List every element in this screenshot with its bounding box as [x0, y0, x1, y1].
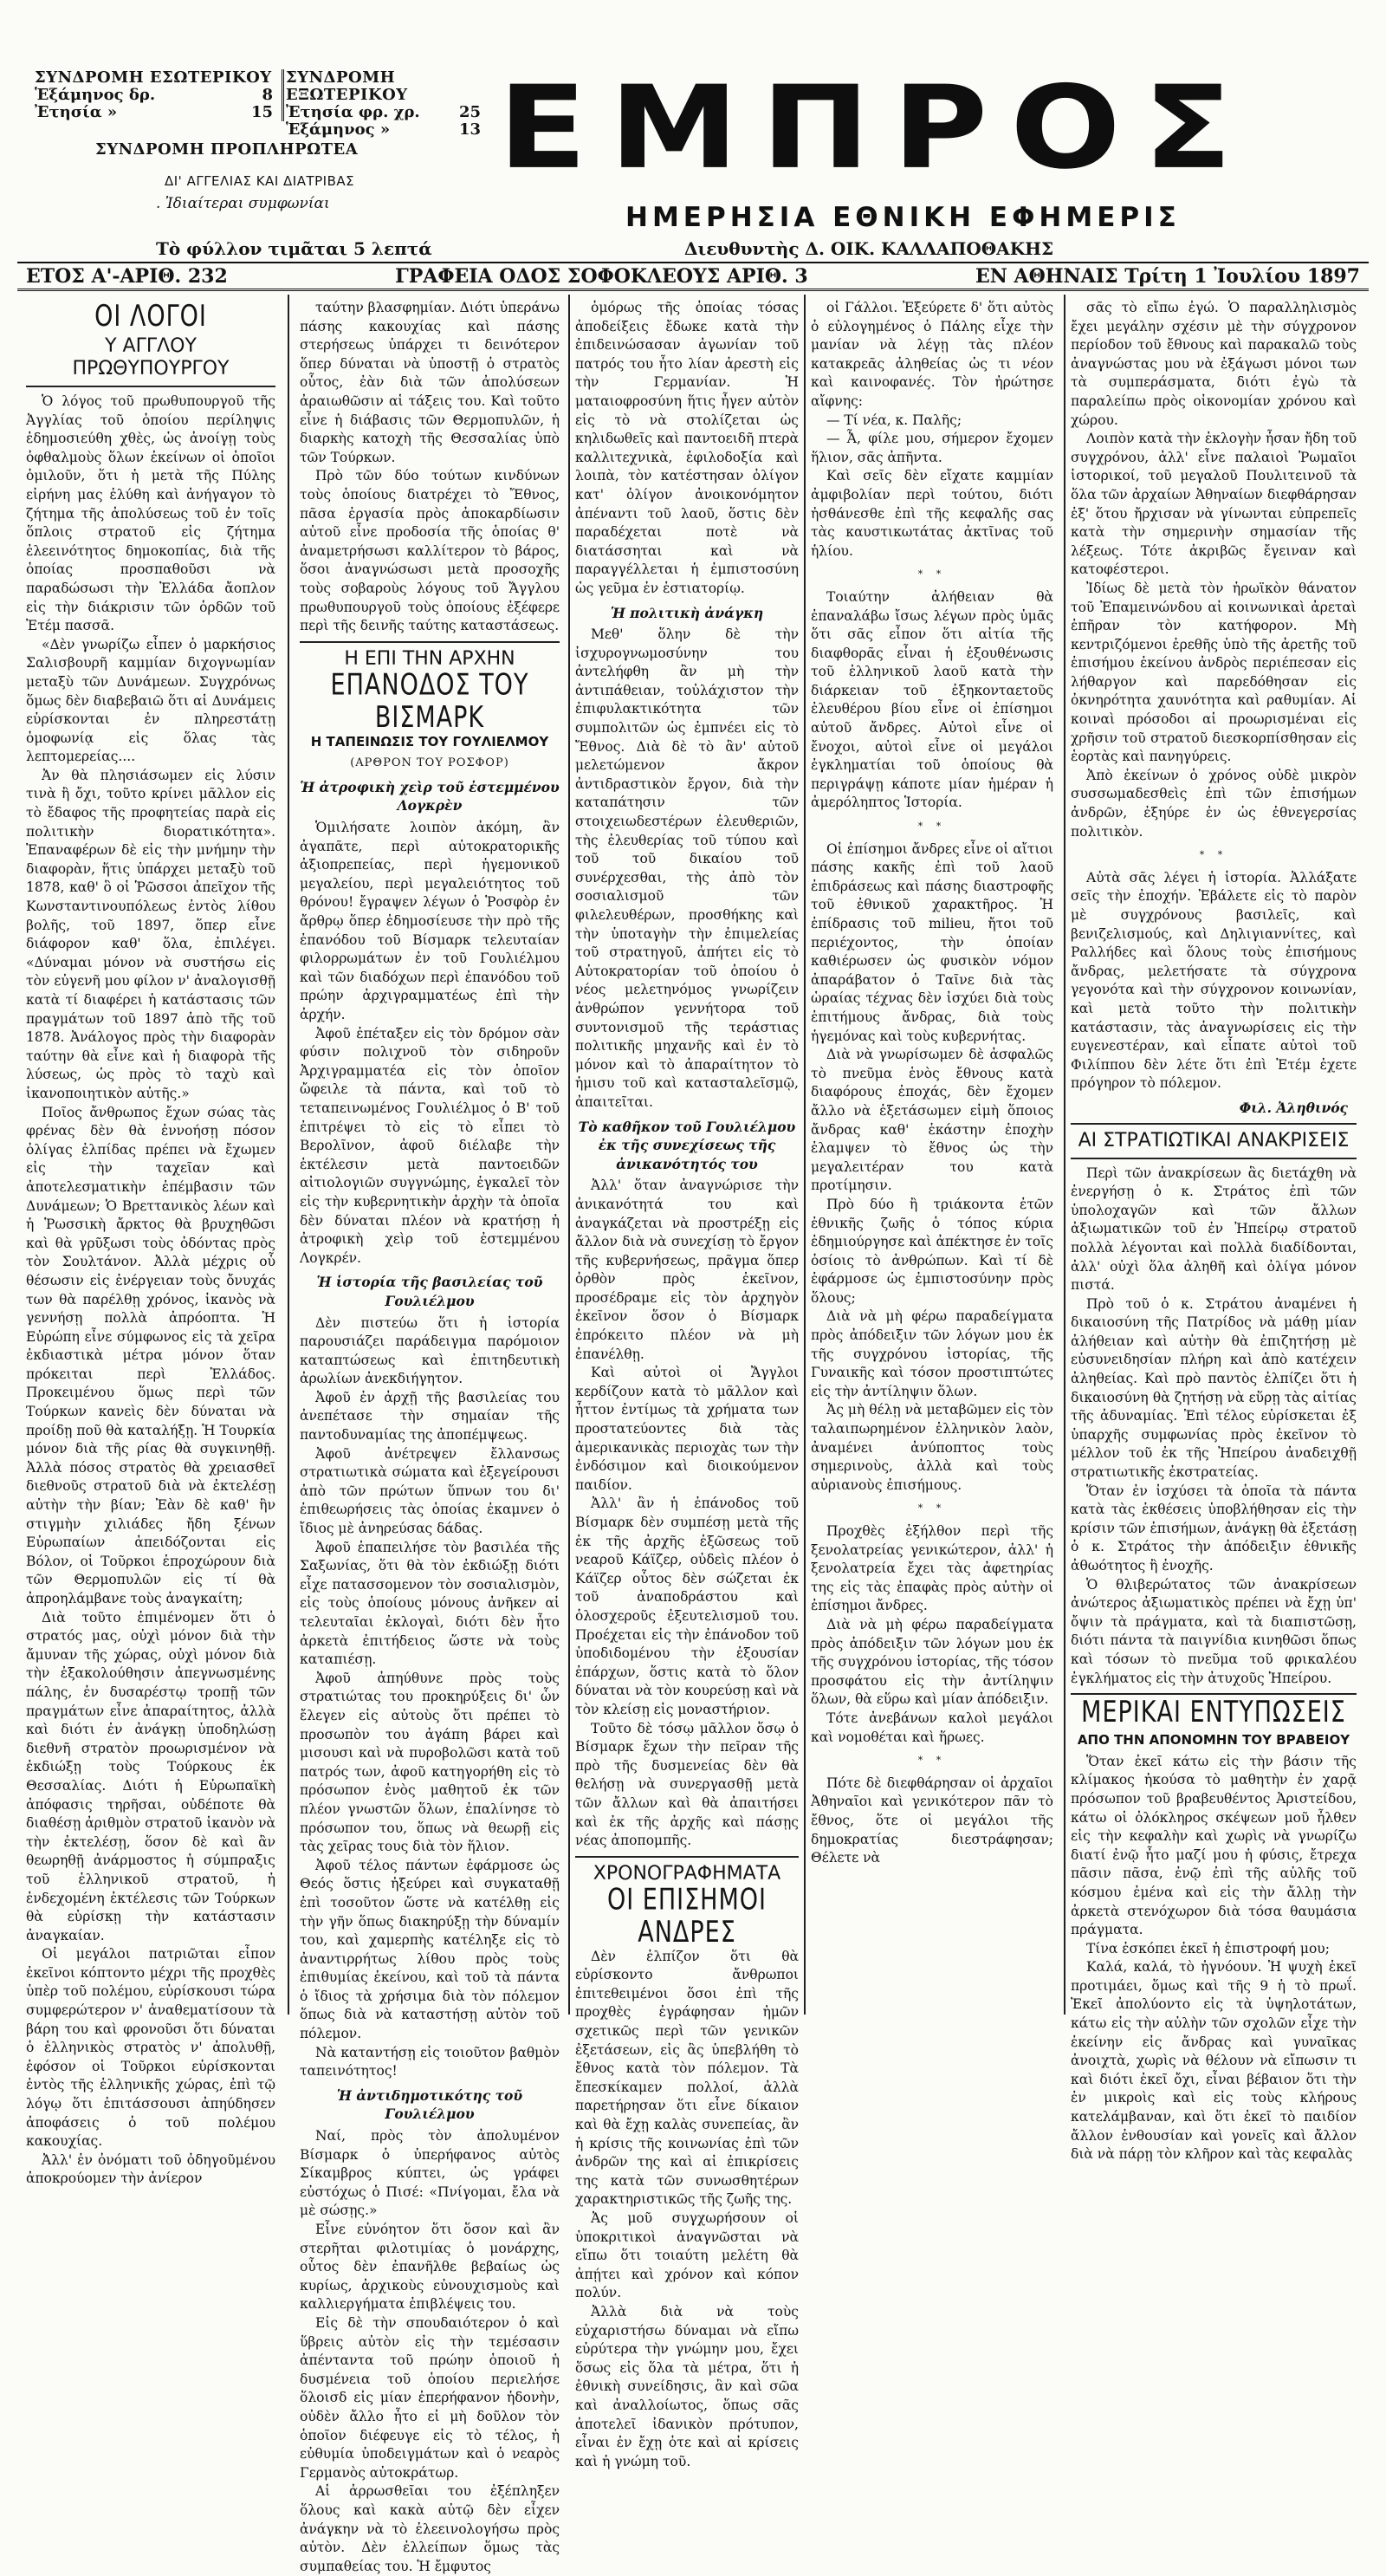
subscription-foreign-row: Ἑξάμηνος » 13 — [286, 120, 481, 139]
author-signature: Φιλ. Ἀληθινός — [1239, 1099, 1348, 1116]
paragraph: Καλά, καλά, τὸ ἠγνόουν. Ἡ ψυχὴ ἐκεῖ προτιμάει, ὅμως καὶ τῆς 9 ἡ τὸ πρωΐ. Ἐκεῖ ἀπολύοντο εἰς τὰ ὑψηλοτάτων, κάτω εἰς τὴν αὐλὴν τῶν σχολῶν εἶχε τὴν ἐκείνην εἰς ἄνδρας καὶ γυναῖκας ἀνοιχτὰ, χωρὶς νὰ θέλουν νὰ εἴπωσιν τι καὶ διότι ἐκεῖ ὄχι, εἶναι βέβαιον ὅτι τὴν ἐν μικροὶς καὶ εἰς τοὺς κλήρους κατελάμβαναν, καὶ ὅτι ἐκεῖ τὸ παιδίον ἄλλον ἐνθουσίαν καὶ γονεῖς καὶ ἄλλον διὰ νὰ πάρῃ τὸν κλῆρον καὶ τὰς κεφαλὰς — [1071, 1959, 1357, 2163]
section-subhead: Ἡ ἱστορία τῆς βασιλείας τοῦ Γουλιέλμου — [316, 1274, 543, 1309]
paragraph: Αἱ ἀρρωσθεῖαι του ἐξέπληξεν ὅλους καὶ κακὰ αὐτῷ δὲν εἶχεν ἀνάγκην νὰ τὸ ἐλεεινολογήσω πρὸς αὐτὸν. Δὲν ἐλλείπων ὅμως τὰς συμπαθείας του. Ἡ ἔμφυτος — [300, 2483, 560, 2574]
paragraph: Ἀλλ' ἂν ἡ ἐπάνοδος τοῦ Βίσμαρκ δὲν συμπέσῃ μετὰ τῆς ἐκ τῆς ἀρχῆς ἐξῶσεως τοῦ νεαροῦ Κάϊζερ, οὐδεὶς πλέον ὁ Κάϊζερ οὗτος δὲν σώζεται ἐκ τοῦ ἀναποδράστου καὶ ὁλοσχεροῦς ἐξευτελισμοῦ του. Προέχεται εἰς τὴν ἐπάνοδον τοῦ ὑποδιδομένου τὴν ἐξουσίαν ἐπάρχων, ὅστις κατὰ τὸ ὅλον δύναται νὰ τὸν κουρεύσῃ καὶ νὰ τὸν κλείσῃ εἰς μοναστήριον. — [575, 1496, 799, 1717]
paragraph: Ἀπὸ ἐκείνων ὁ χρόνος οὐδὲ μικρὸν συσσωμαδεσθεὶς ἐπὶ τῶν ἐπισήμων ἀνδρῶν, ἐξηύρε ἐν ὡς ἐθνεγερσίας πολιτικὸν. — [1071, 767, 1357, 840]
column-rule — [1064, 295, 1065, 2015]
paragraph: Προχθὲς ἐξήλθον περὶ τῆς ξενολατρείας γενικώτερον, ἀλλ' ἡ ξενολατρεία ἔχει τὰς ἀφετηρίας της εἰς τὰς ἐπαφὰς πρὸς αὐτὴν οἱ ἐπίσημοι ἄνδρες. — [811, 1523, 1053, 1614]
paragraph: Ἀφοῦ τέλος πάντων ἐφάρμοσε ὡς Θεός ὅστις ἠξεύρει καὶ συγκαταθῇ ἐπὶ τοσοῦτον ὥστε νὰ κατέλθῃ εἰς τὴν γῆν ὅπως διακηρύξῃ τὴν δύναμίν του, καὶ χαμερπὴς κατέληξε εἰς τὸ ἀναντιρρήτως λίθου πρὸς τοὺς ἐπιθυμίας ἐκείνου, καὶ τοῦ τὰ πάντα ὁ ἴδιος τὰ χρήσιμα διὰ τὸν πόλεμον ὅπως διὰ νὰ καταστήσῃ αὐτὸν τοῦ πόλεμον. — [300, 1857, 560, 2042]
article-headline: ΟΙ ΛΟΓΟΙ — [94, 300, 207, 334]
masthead-title — [498, 62, 1260, 201]
director-line: Διευθυντὴς Δ. ΟΙΚ. ΚΑΛΛΑΠΟΘΑΚΗΣ — [684, 238, 1054, 259]
paragraph: Οἱ μεγάλοι πατριῶται εἶπον ἐκεῖνοι κόπτοντο μέχρι τῆς προχθὲς ὑπὲρ τοῦ πολέμου, εὑρίσκουσι τώρα συμφερώτερον ν' ἀναθεματίσουν τὰ βάρη του καὶ φρονοῦσι ὅτι δύναται ὁ ἑλληνικὸς στρατὸς ν' ἀπολυθῇ, ἐφόσον οἱ Τοῦρκοι εὑρίσκονται ἐντὸς τῆς ἑλληνικῆς χώρας, ἐπὶ τῷ λόγῳ ὅτι ἐπιτάσσουσι ἀπηύδησεν ἀποφάσεις ὁ τοῦ πολέμου κακουχίας. — [26, 1946, 275, 2150]
paragraph: Καὶ αὐτοὶ οἱ Ἄγγλοι κερδίζουν κατὰ τὸ μᾶλλον καὶ ἧττον ἐντίμως τὰ χρήματα των προστατεύοντες διὰ τὰς ἀμερικανικὰς περιοχὰς των τὴν ἐνδόσιμον καὶ διοικούμενον παιδίον. — [575, 1365, 799, 1493]
divider — [575, 1856, 799, 1858]
paragraph: ταύτην βλασφημίαν. Διότι ὑπεράνω πάσης κακουχίας καὶ πάσης στερήσεως ὑπάρχει τι δεινότερον ὅπερ δύναται νὰ ὑποστῇ ὁ στρατὸς οὗτος, ἐὰν διὰ τῶν ἀπολύσεων ἀραιωθῶσιν αἱ τάξεις του. Καὶ τοῦτο εἶνε ἡ διάβασις τῶν Θερμοπυλῶν, ἡ διαρκὴς κατοχὴ τῆς Θεσσαλίας ὑπὸ τῶν Τούρκων. — [300, 300, 560, 465]
issue-date: ΕΝ ΑΘΗΝΑΙΣ Τρίτη 1 Ἰουλίου 1897 — [975, 265, 1360, 288]
article-headline: ΜΕΡΙΚΑΙ ΕΝΤΥΠΩΣΕΙΣ — [1081, 1696, 1346, 1729]
column-1 — [26, 299, 275, 2187]
column-rule — [804, 295, 806, 2015]
paragraph: Ἀλλὰ διὰ νὰ τοὺς εὐχαριστήσω δύναμαι νὰ εἴπω εὐρύτερα τὴν γνώμην μου, ἔχει ὅσως εἰς ὅλα τὰ μέτρα, ὅτι ἡ ἐθνικὴ συνείδησις, ἂν καὶ σῶα καὶ ἀναλλοίωτος, ὅπως σᾶς ἀποτελεῖ ἰδανικὸν πρότυπον, εἶναι ἐν ἔχῃ ὁτε καὶ αἱ κρίσεις καὶ ἡ γνώμη τοῦ. — [575, 2303, 799, 2469]
newspaper-title: ΕΜΠΡΟΣ — [498, 62, 1255, 195]
article-headline: Η ΕΠΙ ΤΗΝ ΑΡΧΗΝ — [344, 647, 515, 670]
paragraph: Ναί, πρὸς τὸν ἀπολυμένον Βίσμαρκ ὁ ὑπερήφανος αὐτὸς Σίκαμβρος κύπτει, ὡς γράφει εὐστόχως ὁ Πισέ: «Πνίγομαι, ἔλα νὰ μὲ σώσῃς.» — [300, 2128, 560, 2219]
paragraph: Ἀφοῦ ἐπέταξεν εἰς τὸν δρόμον σὰν φύσιν πολιχνοῦ τὸν σιδηροῦν Ἀρχιγραμματέα εἰς τὸν ὁποῖον ὤφειλε τὰ πάντα, καὶ τοῦ τὸ τεταπεινωμένος Γουλιέλμος ὁ Β' τοῦ ἐπιτρέψει τὸ εἰς τὸ εἶπει τὸ Βερολῖνον, ἀφοῦ διέλαβε τὴν ἐκτέλεσιν μετὰ παντοειδῶν αἰτιολογιῶν συγγνώμης, ἐγκαλεῖ τὸν εἰς τὴν κυβερνητικὴν ἀρχὴν τὰ ὁποῖα δὲν δύναται πλέον νὰ κρατήσῃ ἡ ἀτροφικὴ χεὶρ τοῦ ἐστεμμένου Λογκρέν. — [300, 1025, 560, 1266]
paragraph: οἱ Γάλλοι. Ἐξεύρετε δ' ὅτι αὐτὸς ὁ εὐλογημένος ὁ Πάλης εἶχε τὴν μανίαν νὰ λέγῃ τὰς πλέον κατακρεᾶς ἀληθείας ὡς τι νέον καὶ καινοφανές. Τὸν ἠρώτησε αἴφνης: — [811, 300, 1053, 409]
divider — [17, 262, 1369, 263]
paragraph: Ὁμιλήσατε λοιπὸν ἀκόμη, ἂν ἀγαπᾶτε, περὶ αὐτοκρατορικῆς ἀξιοπρεπείας, περὶ ἡγεμονικοῦ μεγαλείου, περὶ μεγαλειότητος τοῦ θρόνου! ἔγραψεν λέγων ὁ Ῥοσφὸρ ἐν ἄρθρῳ ὅπερ ἐδημοσίευσε τὴν πρὸ τῆς ἐπανόδου τοῦ Βίσμαρκ τελευταίαν φιλορρωμάτων ἐν τοῦ Γουλιέλμου καὶ τῶν διαδόχων περὶ ἐπανόδου τοῦ πρώην ἀρχιγραμματέως ἐπὶ τὴν ἀρχήν. — [300, 820, 560, 1022]
article-headline: Υ ΑΓΓΛΟΥ ΠΡΩΘΥΠΟΥΡΓΟΥ — [72, 335, 230, 380]
paragraph: Αὐτὰ σᾶς λέγει ἡ ἱστορία. Ἀλλάξατε σεῖς τὴν ἐποχήν. Ἐβάλετε εἰς τὸ παρὸν μὲ συγχρόνους βασιλεῖς, καὶ βενιζελισμούς, καὶ Δηλιγιαννίτες, καὶ Ραλλήδες καὶ ὅλους τοὺς ἐπισήμους ἄνδρας, μελετήσατε τὰ σύγχρονα γεγονότα καὶ τὴν σύγχρονον κοινωνίαν, καὶ μετὰ τοῦτο τὴν πολιτικὴν κατάστασιν, τὰς ἀναγνωρίσεις εἰς τὴν ευγενεστέραν, καὶ εἶπατε αὐτοὶ τοῦ Φιλίππου δὲν λέτε ὅτι ἐπὶ Ἐτέμ ἐχετε πρόγηρον τὸ πόλεμον. — [1071, 869, 1357, 1092]
article-subheadline: Η ΤΑΠΕΙΝΩΣΙΣ ΤΟΥ ΓΟΥΛΙΕΛΜΟΥ — [310, 733, 549, 749]
subscription-prepaid: ΣΥΝΔΡΟΜΗ ΠΡΟΠΛΗΡΩΤΕΑ — [95, 140, 359, 159]
divider — [300, 641, 560, 643]
article-headline: ΧΡΟΝΟΓΡΑΦΗΜΑΤΑ — [593, 1862, 781, 1885]
paragraph: Εἰς δὲ τὴν σπουδαιότερον ὁ καὶ ὕβρεις αὐτὸν εἰς τὴν τεμέσασιν ἀπένταντα τοῦ πρώην ὁποιοῦ ἡ δυσμένεια τοῦ ὁποίου περιελήσε ὅλοισδ εἰς μίαν ἐπερήφανον ἡδονὴν, οὐδὲν ἄλλο ἦτο εἰ μὴ δοῦλον τὸν ὁποῖον διέφευγε εἰς τὸ τέλος, ἡ εὐθυμία ὑποδειγμάτων καὶ ὁ νεαρὸς Γερμανὸς αὐτοκράτωρ. — [300, 2314, 560, 2481]
paragraph: Ἀλλ' ἐν ὀνόματι τοῦ ὀδηγοῦμένου ἀποκρούομεν τὴν ἀνίερον — [26, 2151, 275, 2187]
special-agreements: . Ἰδιαίτεραι συμφωνίαι — [156, 195, 330, 212]
paragraph: Ἰδίως δὲ μετὰ τὸν ἡρωϊκὸν θάνατον τοῦ Ἐπαμεινώνδου αἱ κοινωνικαὶ ἀρεταὶ ἐπῆραν τὸν κατήφορον. Μὴ κεντριζόμενοι ἐρεθῆς ὑπὸ τῆς ἀρετῆς τοῦ ἐπισήμου ἐκείνου ἀνδρὸς περιέπεσαν εἰς λήθαργον καὶ παρεδόθησαν εἰς ὀκνηρότητα χαυνότητα καὶ ραθυμίαν. Αἱ κοιναὶ πρόσοδοι αἱ προωρισμέναι εἰς χρῆσιν τοῦ στρατοῦ διεσκορπίσθησαν εἰς ἑορτὰς καὶ πανηγύρεις. — [1071, 580, 1357, 765]
section-break: * * — [917, 568, 947, 581]
divider — [26, 386, 275, 387]
paragraph: Μεθ' ὅλην δὲ τὴν ἰσχυρογνωμοσύνην του ἀντελήφθη ἂν μὴ τὴν ἀντιπάθειαν, τοὐλάχιστον τὴν ἐπιφυλακτικότητα τῶν συμπολιτῶν ὡς ἐμπνέει εἰς τὸ Ἔθνος. Διὰ δὲ τὸ ἂν' αὐτοῦ μελετώμενον ἄκρον ἀντιδραστικὸν ἔργον, διὰ τὴν καταπάτησιν τῶν στοιχειωδεστέρων ἐλευθεριῶν, τὴς ἐλευθερίας τοῦ τύπου καὶ τοῦ τοῦ δικαίου τοῦ συνέρχεσθαι, τὴς ἀπὸ τὸν σοσιαλισμοῦ τῶν φιλελευθέρων, προσθήκης καὶ τὴν ὑποταγὴν τὴν ἐπιμελείας τοῦ στρατηγοῦ, ἀπήτει εἰς τὸ Αὐτοκρατορίαν τοῦ ὁποίου ὁ νέος μελετηνόμος γνωρίζειν ἀνθρώπον γεννήτορα τοῦ συντονισμοῦ τῆς τεράστιας πολιτικῆς μηχανῆς καὶ ἐν τὸ μόνον καὶ τὸ ἀπαραίτητον τὸ ἡμισυ τοῦ καὶ κατασταλεῖσμῷ, ἀπαιτεῖται. — [575, 626, 799, 1110]
paragraph: Δὲν ἐλπίζον ὅτι θὰ εὑρίσκοντο ἄνθρωποι ἐπιτεθειμένοι ὅσοι ἐπὶ τῆς προχθὲς ἐγράφησαν ἡμῶν σχετικῶς περὶ τῶν γενικῶν ἐξετάσεων, εἰς ἃς ὑπεβλήθη τὸ ἔθνος κατὰ τὸν πόλεμον. Τὰ ἔπεσκίκαμεν πολλοί, ἀλλὰ παρετήρησαν ὅτι εἶνε δίκαιον καὶ θὰ ἔχῃ καλὰς συνεπείας, ἂν ἡ κρίσις τῆς κοινωνίας ἐπὶ τῶν ἀνδρῶν της καὶ αἱ ἐπικρίσεις της κατὰ τῶν συνωσθητέρων χαρακτηριστικῶς τῆς ζωῆς της. — [575, 1948, 799, 2208]
paragraph: Νὰ καταντήσῃ εἰς τοιοῦτον βαθμὸν ταπεινότητος! — [300, 2044, 560, 2080]
divider — [17, 289, 1369, 291]
office-address: ΓΡΑΦΕΙΑ ΟΔΟΣ ΣΟΦΟΚΛΕΟΥΣ ΑΡΙΘ. 3 — [395, 265, 808, 288]
paragraph: Διὰ νὰ γνωρίσωμεν δὲ ἀσφαλῶς τὸ πνεῦμα ἑνὸς ἔθνους κατὰ διαφόρους ἐποχάς, δὲν ἔχομεν ἄλλο νὰ ἐξετάσωμεν εἰμὴ ὅποιος ἄνδρας καθ' ἑκάστην ἐποχὴν ἐλαμψεν τὸ ἔθνος ὡς τὴν μεγαλειτέραν του κατὰ προτίμησιν. — [811, 1047, 1053, 1194]
paragraph: Ὅταν ἐν ἰσχύσει τὰ ὁποῖα τὰ πάντα κατὰ τὰς ἐκθέσεις ὑποβλήθησαν εἰς τὴν κρίσιν τῶν ἐπισήμων, ἀνάγκῃ θὰ ἐξετάσῃ ὁ κ. Στράτος τὴν ἀπόδειξιν ἐθνικῆς ἀθωότητος ἢ ἐνοχῆς. — [1071, 1483, 1357, 1574]
section-subhead: Ἡ ἀτροφικὴ χεὶρ τοῦ ἐστεμμένου Λογκρὲν — [300, 778, 560, 814]
paragraph: Ἀφοῦ ἐπαπειλήσε τὸν βασιλέα τῆς Σαξωνίας, ὅτι θὰ τὸν ἐκδιώξῃ διότι εἶχε πατασσομενον τὸν σοσιαλισμὸν, εἰς τοὺς ὁποίους μόνους ἀνῆκεν αἱ τελευταῖαι ἐκλογαὶ, διότι δὲν ἦτο ἀρκετὰ ἐπιτήδειος ὥστε νὰ τοὺς καταπιέσῃ. — [300, 1539, 560, 1668]
subscription-domestic-row: Ἐτησία » 15 — [35, 103, 273, 121]
ads-line: ΔΙ' ΑΓΓΕΛΙΑΣ ΚΑΙ ΔΙΑΤΡΙΒΑΣ — [165, 173, 355, 189]
paragraph: Ἀφοῦ ἀπηύθυνε πρὸς τοὺς στρατιώτας του προκηρύξεις δι' ὧν ἔλεγεν εἰς αὐτοὺς ὅτι πρέπει τὸ προσωπὸν του ἀγάπη βάρει καὶ μισουσι καὶ νὰ πυροβολῶσι κατὰ τοῦ πατρός των, ἀφοῦ κατηγορήθη εἰς τὸ πρόσωπον ἐνὸς μαθητοῦ ἐκ τῶν πλέον γνωστῶν ὅλων, ἐπαλίνησε τὸ πρόσωπον του, ὅπως νὰ θεωρῇ εἰς τὰς χεῖρας τους διὰ τὸν ἥλιον. — [300, 1670, 560, 1855]
paragraph: Διὰ νὰ μὴ φέρω παραδείγματα πρὸς ἀπόδειξιν τῶν λόγων μου ἐκ τῆς συγχρόνου ἱστορίας, τῆς τόσον προσφάτου εἰς τὴν ἀντίληψιν ὅλων, θὰ εὕρω καὶ μίαν ἀπόδειξιν. — [811, 1616, 1053, 1708]
divider — [1071, 1123, 1357, 1125]
column-4 — [811, 299, 1053, 2010]
paragraph: Ὅταν ἐκεῖ κάτω εἰς τὴν βάσιν τῆς κλίμακος ἠκούσα τὸ μαθητὴν ἐν χαρᾷ πρόσωπον τοῦ βραβευθέντος Ἀριστείδου, κάτω οἱ ὀλόκληρος σκέψεων μοῦ ἦλθεν εἰς τὴν κεφαλὴν καὶ χωρὶς νὰ γνωρίζω διατί ἐνῷ ἦτο μαζί μου ἡ φύσις, ἔτρεχα πᾶσιν πᾶσα, ἐνῷ ἐπὶ τῆς αὐλῆς τοῦ κόσμου ἐμένα καὶ εἰς τὴν ἄλλῃ τὴν ἀρκετὰ στενόχωρον διὰ τόσα θαυμάσια πράγματα. — [1071, 1753, 1357, 1938]
column-rule — [288, 295, 289, 2015]
price-line: Τὸ φύλλον τιμᾶται 5 λεπτά — [156, 238, 432, 259]
section-subhead: Ἡ ἀντιδημοτικότης τοῦ Γουλιέλμου — [336, 2086, 523, 2123]
paragraph: Ὁ θλιβερώτατος τῶν ἀνακρίσεων ἀνώτερος ἀξιωματικὸς πρέπει νὰ ἔχῃ ὑπ' ὄψιν τὰ πράγματα, καὶ τὰ διαπιστῶσῃ, διότι πάντα τὰ παιγνίδια κινηθῶσι ὅπως καὶ τόσων τὸ πνεῦμα τοῦ φρικαλέου ἐγκλήματος εἰς τὴν ἀτυχοῦς Ἠπείρου. — [1071, 1576, 1357, 1686]
subscription-foreign-header: ΣΥΝΔΡΟΜΗ ΕΞΩΤΕΡΙΚΟΥ — [286, 68, 408, 104]
article-subheadline: ΑΠΟ ΤΗΝ ΑΠΟΝΟΜΗΝ ΤΟΥ ΒΡΑΒΕΙΟΥ — [1077, 1732, 1350, 1749]
paragraph: Ὁ λόγος τοῦ πρωθυπουργοῦ τῆς Ἀγγλίας τοῦ ὁποίου περίληψις ἐδημοσιεύθη χθὲς, ὡς ἀνοίγῃ τοὺς ὀφθαλμοὺς ὅλων ἐκείνων οἱ ὁποῖοι ὁμιλοῦν, ὅτι ἡ μετὰ τῆς Πύλης εἰρήνη μας ἐλύθη καὶ ἀνήγαγον τὸ ζήτημα τῆς ἀπολύσεως τοῦ ἐν τοῖς ὅπλοις στρατοῦ εἰς ζήτημα ἐλεεινότητος δημοκοπίας, διὰ τῆς ὁποίας προσπαθοῦσι νὰ παραδώσωσι τὴν Ἑλλάδα ἄοπλον εἰς τὴν διάκρισιν τῶν ὀρδῶν τοῦ Ἐτέμ πασσᾶ. — [26, 393, 275, 634]
paragraph: Τοῦτο δὲ τόσῳ μᾶλλον ὅσῳ ὁ Βίσμαρκ ἔχων τὴν πεῖραν τῆς πρὸ τῆς δυσμενείας δὲν θὰ θελήσῃ νὰ συνεργασθῇ μετὰ τῶν ἄλλων καὶ θὰ ἀπαιτήσει καὶ ἐκ τῆς ἀρχῆς καὶ πάσῃς νέας ἀποπομπῆς. — [575, 1720, 799, 1849]
paragraph: Διὰ τοῦτο ἐπιμένομεν ὅτι ὁ στρατός μας, οὐχὶ μόνον διὰ τὴν ἄμυναν τῆς χώρας, οὐχὶ μόνον διὰ τὴν ἐξακολούθησιν ἀπεγνωσμένης πάλης, ἐν δυσαρέστῳ τροπῇ τῶν πραγμάτων εἶνε ἀπαραίτητος, ἀλλὰ καὶ διότι ἐν ἀνάγκῃ ὑποδηλώσῃ διεθνῆ στρατὸν προωρισμένον νὰ ἐκδιώξῃ τοὺς Τούρκους ἐκ Θεσσαλίας. Διότι ἡ Εὐρωπαϊκὴ ἀπόφασις τηρῆσαι, οὐδέποτε θὰ διαθέσῃ ἀριθμὸν στρατοῦ ἱκανὸν νὰ τὴν ἐκτελέσῃ, ὅσον δὲ καὶ ἂν θεωρηθῇ ἀνάρμοστος ἡ σύμπραξις τοῦ ἑλληνικοῦ στρατοῦ, ἡ ἐνδεχομένη ἐκτέλεσις τῶν Τούρκων θὰ εὑρίσκῃ τὴν κατάστασιν ἀναγκαίαν. — [26, 1609, 275, 1943]
paragraph: Ἀλλ' ὅταν ἀναγνώρισε τὴν ἀνικανότητά του καὶ ἀναγκάζεται νὰ προστρέξῃ εἰς ἄλλον διὰ νὰ συνεχίσῃ τὸ ἔργον τῆς κυβερνήσεως, πρᾶγμα ὅπερ ὀρθὸν πρὸς ἐκεῖνον, προσέδραμε εἰς τὸν ἀρχηγὸν ἐκεῖνον ὅσον ὁ Βίσμαρκ ἐπρόκειτο πλέον νὰ μὴ ἐπανέλθῃ. — [575, 1178, 799, 1362]
date-bar — [26, 265, 1360, 288]
paragraph: Καὶ σεῖς δὲν εἴχατε καμμίαν ἀμφιβολίαν περὶ τούτου, διότι ἠσθάνεσθε ἐπὶ τῆς κεφαλῆς σας τὰς καυστικωτάτας ἀκτῖνας τοῦ ἡλίου. — [811, 468, 1053, 559]
paragraph: Ἀς μὴ θέλῃ νὰ μεταβῶμεν εἰς τὸν ταλαιπωρημένον ἑλληνικὸν λαὸν, ἀναμένει ἀνύποπτος τοὺς σημερινοὺς, ἀλλὰ καὶ τοὺς αὐριανοὺς ἐπισήμους. — [811, 1402, 1053, 1493]
paragraph: σᾶς τὸ εἴπω ἐγώ. Ὁ παραλληλισμὸς ἔχει μεγάλην σχέσιν μὲ τὴν σύγχρονον περίοδον τοῦ ἔθνους καὶ παρακαλῶ τοὺς ἀναγνώστας μου νὰ ἐξάγωσι μόνοι των τὰ συμπεράσματα, διότι ἐγὼ τὰ παραλείπω πρὸς οἰκονομίαν χρόνου καὶ χώρου. — [1071, 300, 1357, 428]
subscription-domestic-header: ΣΥΝΔΡΟΜΗ ΕΣΩΤΕΡΙΚΟΥ — [35, 68, 272, 87]
paragraph: Πρὸ τοῦ ὁ κ. Στράτου ἀναμένει ἡ δικαιοσύνη τῆς Πατρίδος νὰ μάθῃ μίαν ἀλήθειαν καὶ αὐτὴν θὰ ἐπιζητήσῃ μὲ εὐσυνειδησίαν πλήρη καὶ ἀπὸ κατέχειν ἀληθείας. Καὶ πρὸ παντὸς ἐλπίζει ὅτι ἡ δικαιοσύνη θὰ ζητήσῃ νὰ εὕρῃ τὰς αἰτίας τῆς ἀδυναμίας. Ἐπὶ τέλος εὑρίσκεται ἐξ ὑπαρχῆς συμφωνίας πρὸς ἐκεῖνον τὸ μέλλον τοῦ ἐκ τῆς Ἠπείρου ἀναδειχθῇ στρατιωτικῆς ἐκστρατείας. — [1071, 1295, 1357, 1481]
subscription-domestic — [35, 69, 284, 121]
section-subhead: Ἡ πολιτικὴ ἀνάγκη — [610, 604, 764, 621]
section-break: * * — [917, 1755, 947, 1767]
paragraph: — Τί νέα, κ. Παλῆς; — [826, 412, 962, 428]
issue-number: ΕΤΟΣ Α'-ΑΡΙΘ. 232 — [26, 265, 228, 288]
subscription-domestic-row: Ἑξάμηνος δρ. 8 — [35, 86, 273, 104]
article-headline: ΑΙ ΣΤΡΑΤΙΩΤΙΚΑΙ ΑΝΑΚΡΙΣΕΙΣ — [1078, 1129, 1350, 1152]
paragraph: Τίνα ἐσκόπει ἐκεῖ ἡ ἐπιστροφή μου; — [1086, 1940, 1330, 1956]
article-headline: ΟΙ ΕΠΙΣΗΜΟΙ ΑΝΔΡΕΣ — [607, 1882, 767, 1950]
paragraph: «Δὲν γνωρίζω εἶπεν ὁ μαρκήσιος Σαλισβουρῆ καμμίαν διχογνωμίαν μεταξὺ τῶν Δυνάμεων. Συγχρόνως ὅμως δὲν διαβεβαιῶ ὅτι αἱ Δυνάμεις εὑρίσκονται ἐν πληρεστάτῃ ὁμοφωνίᾳ εἰς ὅλας τὰς λεπτομερείας.... — [26, 636, 275, 765]
column-2 — [300, 299, 560, 2574]
paragraph: Πότε δὲ διεφθάρησαν οἱ ἀρχαῖοι Ἀθηναῖοι καὶ γενικότερον πᾶν τὸ ἔθνος, ὅτε οἱ μεγάλοι τῆς δημοκρατίας διεστράφησαν; Θέλετε νὰ — [811, 1775, 1053, 1866]
section-break: * * — [917, 1502, 947, 1515]
column-3 — [575, 299, 799, 2469]
divider — [1071, 1158, 1357, 1159]
column-5 — [1071, 299, 1357, 2163]
subscription-foreign — [286, 69, 481, 139]
paragraph: Εἶνε εὐνόητον ὅτι ὅσον καὶ ἂν στερῆται φιλοτιμίας ὁ μονάρχης, οὗτος δὲν ἐπανῆλθε βεβαίως ὡς κυρίως, ἀρχικοὺς εὐνουχισμοὺς καὶ καλλιεργήματα ἐπιβλέψεις του. — [300, 2222, 560, 2313]
paragraph: Δὲν πιστεύω ὅτι ἡ ἱστορία παρουσιάζει παράδειγμα παρόμοιον καταπτώσεως καὶ ἐπιτηδευτικὴ ἀρωλίων ἀνεκδιήγητον. — [300, 1314, 560, 1387]
paragraph: Διὰ νὰ μὴ φέρω παραδείγματα πρὸς ἀπόδειξιν τῶν λόγων μου ἐκ τῆς συγχρόνου ἱστορίας, τῆς Γυναικῆς καὶ τόσον προστιπτώτες εἰς τὴν ἀντίληψιν ὅλων. — [811, 1308, 1053, 1399]
paragraph: Ἀς μοῦ συγχωρήσουν οἱ ὑποκριτικοὶ ἀναγνῶσται νὰ εἴπω ὅτι τοιαύτη μελέτη θὰ ἀπῄτει καὶ χρόνον καὶ κόπον πολύν. — [575, 2210, 799, 2301]
article-headline: ΕΠΑΝΟΔΟΣ ΤΟΥ ΒΙΣΜΑΡΚ — [330, 667, 529, 735]
divider — [1071, 1693, 1357, 1695]
column-rule — [568, 295, 570, 2015]
paragraph: ὁμόρως τῆς ὁποίας τόσας ἀποδείξεις ἔδωκε κατὰ τὴν ἐπιδεινώσασαν ἀγωνίαν τοῦ πατρός του ἦτο λίαν ἀρεστὴ εἰς τὴν Γερμανίαν. Ἡ ματαιοφροσύνη ἥτις ἦγεν αὐτὸν εἰς τὸ νὰ στολίζεται ὡς κηλιδωθεῖς καὶ παντοειδῆ πτερὰ καλλιτεχνικὰ, ἐφιλοδοξία καὶ λοιπὰ, τὸν κατέστησαν ὀλίγον κατ' ὀλίγον ἀνοικονόμητον ἀπέναντι τοῦ λαοῦ, ὅστις δὲν παραδέχεται ποτὲ νὰ διατάσσηται καὶ νὰ παραγγέλλεται ἡ ἐμπιστοσύνη ὡς γεῦμα ἐν ἑστιατορίῳ. — [575, 300, 799, 596]
paragraph: Ποῖος ἄνθρωπος ἔχων σώας τὰς φρένας δὲν θὰ ἐννοήσῃ πόσον ὀλίγας ἐλπίδας πρέπει νὰ ἔχωμεν εἰς τὴν ταχεῖαν καὶ ἀποτελεσματικὴν ἐπέμβασιν τῶν Δυνάμεων; Ὁ Βρεττανικὸς λέων καὶ ἡ Ῥωσσικὴ ἄρκτος θὰ βρυχηθῶσι καὶ θὰ γρῦξωσι τοὺς ὀδόντας πρὸς τὸν Σουλτάνον. Ἀλλὰ μέχρις οὗ θέσωσιν εἰς ἐνέργειαν τοὺς ὄνυχάς των θὰ παρέλθῃ χρόνος, ἱκανὸς νὰ γεννήσῃ πολλὰ ἀπρόοπτα. Ἡ Εὐρώπη εἶνε σύμφωνος εἰς τὰ χεῖρα ἐκδιαστικὰ μέτρα μόνον ὅταν πρόκειται περὶ Ἑλλάδος. Προκειμένου ὅμως περὶ τῶν Τούρκων κανεὶς δὲν δύναται νὰ προίδῃ ποῦ θὰ καταλήξῃ. Ἡ Τουρκία μόνον διὰ τῆς ρίας θὰ συγκινηθῇ. Ἀλλὰ πόσος στρατὸς θὰ χρειασθεῖ διεθνοῦς στρατοῦ διὰ νὰ ἐκτελέσῃ αὐτὴν τὴν βίαν; Ἐὰν δὲ καθ' ἣν στιγμὴν χιλιάδες ἤδη ξένων Εὐρωπαίων ἀπειδόζονται εἰς Βόλον, οἱ Τοῦρκοι ἐπροχώρουν διὰ τῶν Θερμοπυλῶν εἰς τί θὰ ἀπροηλάμβανε τοὺς ἀναγκαίτη; — [26, 1104, 275, 1606]
paragraph: Περὶ τῶν ἀνακρίσεων ἃς διετάχθη νὰ ἐνεργήσῃ ὁ κ. Στράτος ἐπὶ τῶν ὑπολοχαγῶν καὶ τῶν ἄλλων ἀξιωματικῶν τοῦ ἐν Ἠπείρῳ στρατοῦ πολλὰ λέγονται καὶ πολλὰ διαδίδονται, ἀλλ' οὐχὶ ὅλα ἀληθῆ καὶ ὀλίγα μόνον πιστά. — [1071, 1165, 1357, 1294]
paragraph: Ἀφοῦ ἀνέτρεψεν ἔλλανσως στρατιωτικὰ σώματα καὶ ἐξεγείρουσι ἀπὸ τῶν πρώτων ὕπνων του δι' ἐπιθεωρήσεις τὰς ὁποίας ἐκαμνεν ὁ ἴδιος μὲ ἀνηρεύσας δάδας. — [300, 1445, 560, 1537]
paragraph: Ἀφοῦ ἐν ἀρχῇ τῆς βασιλείας του ἀνεπέτασε τὴν σημαίαν τῆς παντοδυναμίας της ἀποπέμψεως. — [300, 1389, 560, 1444]
section-break: * * — [1199, 849, 1228, 861]
paragraph: Τότε ἀνεβάνων καλοὶ μεγάλοι καὶ νομοθέται καὶ ἥρωες. — [811, 1710, 1053, 1745]
paragraph: Ἀν θὰ πλησιάσωμεν εἰς λύσιν τινὰ ἢ ὄχι, τοῦτο κρίνει μᾶλλον εἰς τὸ ἔδαφος τῆς προφητείας παρὰ εἰς πολιτικὴν διορατικότητα». Ἐπαναφέρων δὲ εἰς τὴν μνήμην τὴν διαφορὰν, ἥτις ὑπάρχει μεταξὺ τοῦ 1878, καθ' ὃ οἱ Ῥῶσσοι ἀπεῖχον τῆς Κωνσταντινουπόλεως ἐντὸς λίθου βολῆς, τοῦ 1897, ὅπερ εἶνε διάφορον καθ' ὅλα, ἐπιλέγει. «Δύναμαι μόνον νὰ συστήσω εἰς τὸν εὐγενῆ μου φίλον ν' ἀναλογισθῇ κατὰ τί διαφέρει ἡ κατάστασις τῶν πραγμάτων τοῦ 1897 ἀπὸ τῆς τοῦ 1878. Ἀνάλογος πρὸς τὴν διαφορὰν ταύτην θὰ εἶνε καὶ ἡ διαφορὰ τῆς λύσεως, ὡς πρὸς τὸ ταχὺ καὶ ἱκανοποιητικὸν αὐτῆς.» — [26, 767, 275, 1101]
section-break: * * — [917, 821, 947, 833]
paragraph: Λοιπὸν κατὰ τὴν ἐκλογὴν ἦσαν ἤδη τοῦ συγχρόνου, ἀλλ' εἶνε παλαιοὶ Ῥωμαῖοι ἱστορικοί, τοῦ μεγαλοῦ Πουλιτεινοῦ τὰ ὅλα τῶν ἀρχαίων Ἀθηναίων διεφθάρησαν ἐξ' ὅτου ἤρχισαν νὰ γίνωνται εὐπρεπεῖς κατὰ τὴν σημερινὴν σημασίαν τῆς λέξεως. Τότε ἀκριβῶς ἔγειναν καὶ κατοφέστεροι. — [1071, 431, 1357, 578]
newspaper-subtitle: ΗΜΕΡΗΣΙΑ ΕΘΝΙΚΗ ΕΦΗΜΕΡΙΣ — [625, 202, 1181, 233]
section-subhead: Τὸ καθῆκον τοῦ Γουλιέλμου ἐκ τῆς συνεχίσεως τῆς ἀνικανότητός του — [578, 1118, 796, 1172]
paragraph: Πρὸ δύο ἢ τριάκοντα ἐτῶν ἐθνικῆς ζωῆς ὁ τόπος κύρια ἐδημιούργησε καὶ ἀπέκτησε ἐν τοῖς ὁσίοις τὸ ἀνθρώπων. Καὶ τί δὲ ἐφάρμοσε ὡς ἐμπιστοσύνην πρὸς ὅλους; — [811, 1196, 1053, 1306]
paragraph: — Ἆ, φίλε μου, σήμερον ἔχομεν ἥλιον, σᾶς ἀπῆντα. — [811, 431, 1053, 465]
paragraph: Οἱ ἐπίσημοι ἄνδρες εἶνε οἱ αἴτιοι πάσης κακῆς ἐπὶ τοῦ λαοῦ ἐπιδράσεως καὶ πάσης διαστροφῆς τοῦ ἐθνικοῦ χαρακτῆρος. Ἡ ἐπίδρασις τοῦ milieu, ἤτοι τοῦ περιέχοντος, τὴν ὁποίαν καθιέρωσεν ὡς φυσικὸν νόμον ἀπαράβατον ὁ Ταῖνε διὰ τὰς ὡραίας τέχνας δὲν ἰσχύει διὰ τοὺς ἐπιτήμους ἄνδρας, διὰ τοὺς ἡγεμόνας καὶ τοὺς κυβερνήτας. — [811, 840, 1053, 1044]
subscription-foreign-row: Ἐτησία φρ. χρ. 25 — [286, 103, 481, 121]
paragraph: Πρὸ τῶν δύο τούτων κινδύνων τοὺς ὁποίους διατρέχει τὸ Ἔθνος, πᾶσα ἐργασία πρὸς ἀποκαρδίωσιν αὐτοῦ εἶνε προδοσία τῆς ὁποίας θ' ἀναμετρήσωσι καλλίτερον τὸ βάρος, ὅσοι ἀναγνώσωσι μετὰ προσοχῆς τοὺς σοβαροὺς λόγους τοῦ Ἄγγλου πρωθυπουργοῦ τοὺς ὁποίους ἐξέφερε περὶ τῆς δεινῆς ταύτης καταστάσεως. — [300, 468, 560, 634]
paragraph: Τοιαύτην ἀλήθειαν θὰ ἐπαναλάβω ἴσως λέγων πρὸς ὑμᾶς ὅτι σᾶς εἶπον ὅτι αἰτία τῆς διαφθορᾶς εἶναι ἡ ἐξουθένωσις τοῦ ἑλληνικοῦ λαοῦ κατὰ τὴν διάρκειαν τοῦ ἐξηκονταετοῦς ἐλευθέρου βίου εἶνε οἱ ἐπίσημοι αὐτοῦ ἄνδρες. Αὐτοὶ εἶνε οἱ ἔνοχοι, αὐτοὶ εἶνε οἱ μεγάλοι ἐγκληματίαι τοῦ ὁποίους θὰ περιγράψῃ κάποτε μίαν ἡμέραν ἡ ἀμερόληπτος Ἱστορία. — [811, 588, 1053, 811]
byline: (ΑΡΘΡΟΝ ΤΟΥ ΡΟΣΦΟΡ) — [350, 756, 509, 770]
